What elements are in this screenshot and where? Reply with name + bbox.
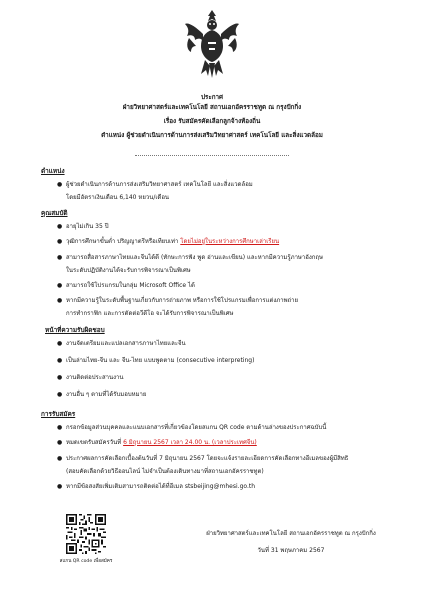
bullet-icon: ● xyxy=(57,455,63,462)
duty-text: งานจัดเตรียมและแปลเอกสารภาษาไทยและจีน xyxy=(66,340,186,347)
position-item xyxy=(57,181,397,189)
qualification-education xyxy=(57,238,397,246)
bullet-icon: ● xyxy=(57,391,63,398)
bullet-icon: ● xyxy=(57,238,63,245)
bullet-icon: ● xyxy=(57,181,63,188)
signature-date: วันที่ 31 พฤษภาคม 2567 xyxy=(257,547,325,554)
announcement-heading: ประกาศ xyxy=(200,94,224,101)
divider xyxy=(135,155,289,156)
duty-text: งานอื่น ๆ ตามที่ได้รับมอบหมาย xyxy=(66,391,147,398)
media-text-1: หากมีความรู้ในระดับพื้นฐานเกี่ยวกับการถ่ายภาพ หรือการใช้โปรแกรมเพื่อการแต่งภาพถ่าย xyxy=(66,297,299,304)
computer-text: สามารถใช้โปรแกรมในกลุ่ม Microsoft Office ได้ xyxy=(66,282,195,289)
bullet-icon: ● xyxy=(57,424,63,431)
duty-item xyxy=(57,374,397,382)
duty-item xyxy=(57,357,397,365)
bullet-icon: ● xyxy=(57,282,63,289)
office-name: ฝ่ายวิทยาศาสตร์และเทคโนโลยี สถานเอกอัครราชทูต ณ กรุงปักกิ่ง xyxy=(122,104,302,111)
duty-text: เป็นล่ามไทย-จีน และ จีน-ไทย แบบพูดตาม (consecutive interpreting) xyxy=(66,357,255,364)
section-title-duties: หน้าที่ความรับผิดชอบ xyxy=(45,326,105,334)
bullet-icon: ● xyxy=(57,254,63,261)
bullet-icon: ● xyxy=(57,223,63,230)
bullet-icon: ● xyxy=(57,483,63,490)
qualification-computer xyxy=(57,282,397,290)
bullet-icon: ● xyxy=(57,297,63,304)
education-text: วุฒิการศึกษาขั้นต่ำ ปริญญาตรีหรือเทียบเท่า xyxy=(66,238,181,245)
deadline-text: หมดเขตรับสมัครวันที่ xyxy=(66,439,124,446)
application-form xyxy=(57,424,397,432)
bullet-icon: ● xyxy=(57,439,63,446)
language-text-1: สามารถสื่อสารภาษาไทยและจีนได้ดี (ทักษะการฟัง พูด อ่านและเขียน) และหากมีความรู้ภาษาอังกฤษ xyxy=(66,254,324,261)
application-deadline xyxy=(57,439,397,447)
qr-caption: สแกน QR code เพื่อสมัคร xyxy=(59,559,113,564)
bullet-icon: ● xyxy=(57,340,63,347)
bullet-icon: ● xyxy=(57,357,63,364)
position-text: ผู้ช่วยดำเนินการด้านการส่งเสริมวิทยาศาสตร์ เทคโนโลยี และสิ่งแวดล้อม xyxy=(66,181,253,188)
application-announce xyxy=(57,455,397,463)
deadline-date: 6 มิถุนายน 2567 เวลา 24.00 น. (เวลาประเทศจีน) xyxy=(123,439,257,446)
section-title-qualifications: คุณสมบัติ xyxy=(41,209,68,217)
section-title-application: การรับสมัคร xyxy=(41,410,76,418)
media-text-2: การทำกราฟิก และการตัดต่อวีดีโอ จะได้รับการพิจารณาเป็นพิเศษ xyxy=(66,310,234,317)
qualification-age xyxy=(57,223,397,231)
signature-office: ฝ่ายวิทยาศาสตร์และเทคโนโลยี สถานเอกอัครราชทูต ณ กรุงปักกิ่ง xyxy=(206,530,376,537)
form-text: กรอกข้อมูลส่วนบุคคลและแนบเอกสารที่เกี่ยวข้องโดยสแกน QR code ตามด้านล่างของประกาศฉบับนี้ xyxy=(66,424,327,431)
language-text-2: ในระดับปฏิบัติงานได้จะรับการพิจารณาเป็นพิเศษ xyxy=(66,267,191,274)
garuda-emblem-icon xyxy=(183,8,241,80)
section-title-position: ตำแหน่ง xyxy=(41,167,65,175)
duty-item xyxy=(57,391,397,399)
announcement-subject: เรื่อง รับสมัครคัดเลือกลูกจ้างท้องถิ่น xyxy=(163,118,261,125)
announce-text-2: (สอบคัดเลือกด้วยวิธีออนไลน์ ไม่จำเป็นต้องเดินทางมาที่สถานเอกอัครราชทูต) xyxy=(66,468,264,475)
contact-text: หากมีข้อสงสัยเพิ่มเติมสามารถติดต่อได้ที่อีเมล stsbeijing@mhesi.go.th xyxy=(66,483,256,490)
duty-text: งานติดต่อประสานงาน xyxy=(66,374,124,381)
qualification-language xyxy=(57,254,397,262)
position-line: ตำแหน่ง ผู้ช่วยดำเนินการด้านการส่งเสริมวิทยาศาสตร์ เทคโนโลยี และสิ่งแวดล้อม xyxy=(101,132,323,139)
salary-text: โดยมีอัตราเงินเดือน 6,140 หยวน/เดือน xyxy=(66,194,170,201)
qr-code-icon[interactable] xyxy=(66,514,106,554)
qualification-media xyxy=(57,297,397,305)
duty-item xyxy=(57,340,397,348)
age-text: อายุไม่เกิน 35 ปี xyxy=(66,223,109,230)
announce-text-1: ประกาศผลการคัดเลือกเบื้องต้นวันที่ 7 มิถุนายน 2567 โดยจะแจ้งรายละเอียดการคัดเลือกทางอีเมลของผู้มีสิทธิ xyxy=(66,455,349,462)
education-condition: โดยไม่อยู่ในระหว่างการศึกษาเล่าเรียน xyxy=(180,238,280,245)
bullet-icon: ● xyxy=(57,374,63,381)
application-contact xyxy=(57,483,397,491)
